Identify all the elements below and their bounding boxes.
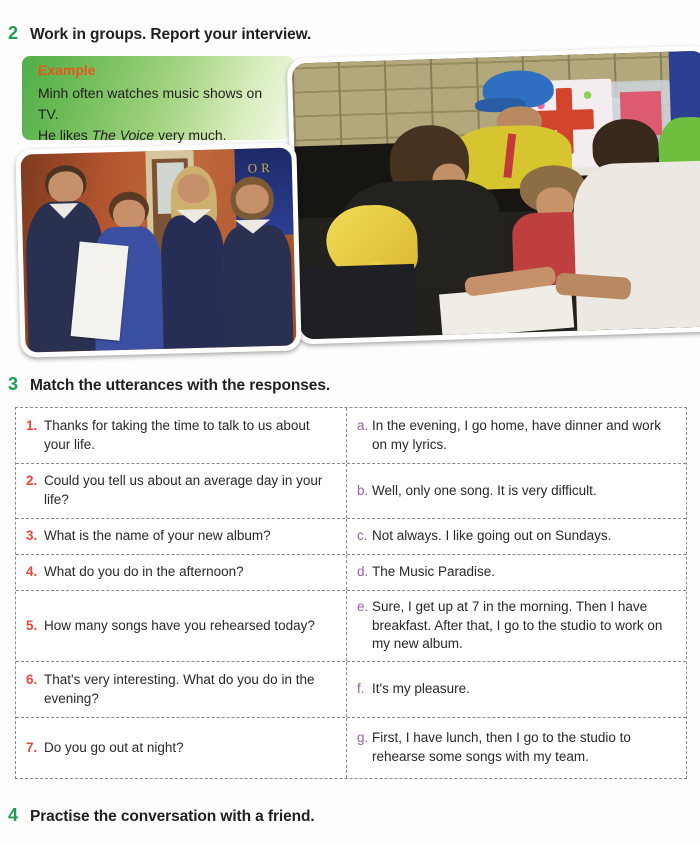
exercise-2-header bbox=[8, 23, 311, 44]
exercise-2-title: Work in groups. Report your interview. bbox=[30, 26, 312, 43]
response-letter: c. bbox=[357, 528, 368, 544]
utterance-number: 2. bbox=[26, 473, 38, 489]
utterance-text: Thanks for taking the time to talk to us about your life. bbox=[44, 417, 310, 452]
table-row bbox=[16, 591, 686, 662]
response-text: In the evening, I go home, have dinner and work on my lyrics. bbox=[372, 417, 661, 452]
utterance-text: How many songs have you rehearsed today? bbox=[44, 617, 315, 633]
utterance-cell bbox=[16, 519, 346, 554]
exercise-4-number: 4 bbox=[8, 805, 19, 825]
exercise-3-number: 3 bbox=[8, 374, 19, 394]
utterance-number: 4. bbox=[26, 564, 38, 580]
response-text: It's my pleasure. bbox=[372, 681, 470, 697]
utterance-text: Could you tell us about an average day in your life? bbox=[44, 473, 323, 507]
utterance-number: 6. bbox=[26, 671, 38, 687]
utterance-text: What is the name of your new album? bbox=[44, 528, 271, 544]
boy-white-tshirt bbox=[572, 161, 700, 331]
utterance-number: 1. bbox=[26, 417, 38, 433]
table-row bbox=[16, 662, 686, 718]
exercise-4-title: Practise the conversation with a friend. bbox=[30, 808, 315, 825]
response-text: Sure, I get up at 7 in the morning. Then I have breakfast. After that, I go to the studio to work on my new album. bbox=[372, 599, 663, 652]
response-letter: b. bbox=[357, 482, 369, 498]
response-text: First, I have lunch, then I go to the studio to rehearse some songs with my team. bbox=[372, 730, 631, 764]
exercise-3-title: Match the utterances with the responses. bbox=[30, 377, 331, 394]
response-letter: d. bbox=[357, 564, 369, 580]
utterance-cell bbox=[16, 408, 346, 463]
utterance-cell bbox=[16, 555, 346, 590]
utterance-cell bbox=[16, 718, 346, 778]
response-letter: a. bbox=[357, 417, 369, 433]
response-cell bbox=[346, 591, 686, 661]
example-line2-pre: He likes bbox=[38, 127, 92, 143]
photo-pupils-reporting-canvas bbox=[20, 147, 296, 352]
response-cell bbox=[346, 555, 686, 590]
response-text: Not always. I like going out on Sundays. bbox=[372, 528, 612, 544]
utterance-cell bbox=[16, 464, 346, 518]
response-cell bbox=[346, 408, 686, 463]
pupil2-face bbox=[112, 199, 145, 230]
photo-group-writing bbox=[287, 45, 700, 344]
utterance-number: 7. bbox=[26, 739, 38, 755]
report-paper bbox=[71, 242, 129, 341]
blond-girl-body bbox=[298, 264, 416, 339]
exercise-3-header bbox=[8, 374, 330, 395]
table-row bbox=[16, 519, 686, 555]
photo-group-writing-canvas bbox=[292, 51, 700, 340]
example-label: Example bbox=[38, 62, 96, 78]
banner-letters: OR bbox=[247, 159, 274, 176]
utterance-cell bbox=[16, 591, 346, 661]
utterance-text: That's very interesting. What do you do in the evening? bbox=[44, 671, 315, 706]
response-text: The Music Paradise. bbox=[372, 564, 496, 580]
pupil3-navy-cardigan bbox=[160, 215, 226, 349]
example-line2-italic: The Voice bbox=[91, 127, 155, 143]
photo-pupils-reporting bbox=[15, 142, 301, 357]
utterance-cell bbox=[16, 662, 346, 717]
match-table bbox=[15, 407, 687, 779]
table-row bbox=[16, 555, 686, 591]
utterance-text: What do you do in the afternoon? bbox=[44, 564, 244, 580]
utterance-text: Do you go out at night? bbox=[44, 739, 184, 755]
response-text: Well, only one song. It is very difficult. bbox=[372, 482, 597, 498]
table-row bbox=[16, 408, 686, 464]
example-text bbox=[38, 83, 283, 146]
pupil4-face bbox=[235, 184, 268, 215]
response-letter: e. bbox=[357, 599, 369, 615]
response-cell bbox=[346, 718, 686, 778]
utterance-number: 5. bbox=[26, 617, 38, 633]
pupil4-navy-cardigan bbox=[220, 225, 294, 348]
response-cell bbox=[346, 519, 686, 554]
response-cell bbox=[346, 464, 686, 518]
example-box bbox=[22, 56, 294, 143]
worksheet-paper bbox=[439, 283, 575, 338]
response-letter: g. bbox=[357, 730, 369, 746]
exercise-4-header bbox=[8, 805, 315, 826]
utterance-number: 3. bbox=[26, 528, 38, 544]
table-row bbox=[16, 718, 686, 778]
response-letter: f. bbox=[357, 681, 365, 697]
example-line2-post: very much. bbox=[154, 127, 227, 143]
example-line1: Minh often watches music shows on TV. bbox=[38, 85, 263, 122]
exercise-2-number: 2 bbox=[8, 23, 19, 43]
pupil1-face bbox=[48, 171, 84, 204]
response-cell bbox=[346, 662, 686, 717]
table-row bbox=[16, 464, 686, 519]
